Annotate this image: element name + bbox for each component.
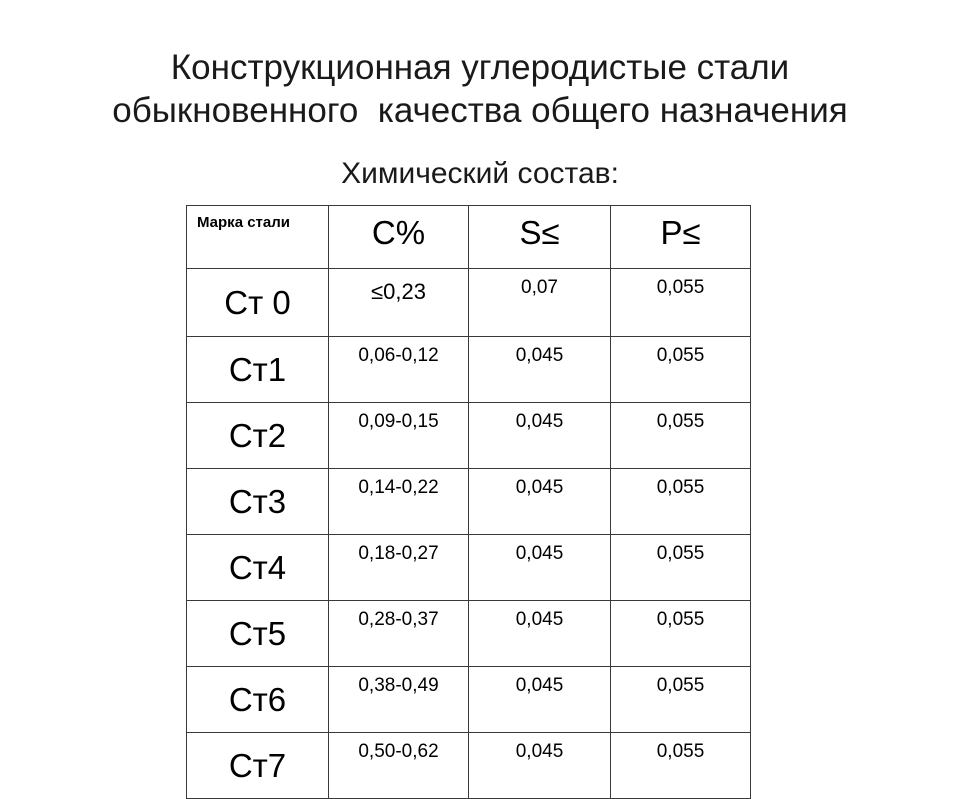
cell-carbon: 0,06-0,12 xyxy=(329,337,469,403)
cell-steel-grade: Ст3 xyxy=(187,469,329,535)
cell-phosphorus: 0,055 xyxy=(611,535,751,601)
cell-phosphorus: 0,055 xyxy=(611,667,751,733)
cell-sulfur: 0,045 xyxy=(469,601,611,667)
table-header-row xyxy=(187,206,751,269)
table-row xyxy=(187,337,751,403)
cell-sulfur: 0,045 xyxy=(469,403,611,469)
table-body xyxy=(187,269,751,799)
table-row xyxy=(187,469,751,535)
cell-steel-grade: Ст 0 xyxy=(187,269,329,337)
cell-steel-grade: Ст5 xyxy=(187,601,329,667)
table-row xyxy=(187,269,751,337)
table-row xyxy=(187,601,751,667)
cell-steel-grade: Ст7 xyxy=(187,733,329,799)
cell-sulfur: 0,045 xyxy=(469,469,611,535)
header-sulfur: S≤ xyxy=(469,206,611,269)
cell-sulfur: 0,045 xyxy=(469,733,611,799)
cell-carbon: 0,38-0,49 xyxy=(329,667,469,733)
cell-steel-grade: Ст1 xyxy=(187,337,329,403)
cell-sulfur: 0,045 xyxy=(469,667,611,733)
composition-table xyxy=(186,205,751,799)
cell-phosphorus: 0,055 xyxy=(611,469,751,535)
cell-sulfur: 0,045 xyxy=(469,337,611,403)
page-title xyxy=(0,46,960,132)
header-carbon: C% xyxy=(329,206,469,269)
cell-carbon: 0,18-0,27 xyxy=(329,535,469,601)
title-line-1: Конструкционная углеродистые стали xyxy=(170,48,790,87)
header-phosphorus: P≤ xyxy=(611,206,751,269)
cell-phosphorus: 0,055 xyxy=(611,269,751,337)
cell-phosphorus: 0,055 xyxy=(611,403,751,469)
cell-carbon: 0,09-0,15 xyxy=(329,403,469,469)
cell-phosphorus: 0,055 xyxy=(611,337,751,403)
cell-sulfur: 0,07 xyxy=(469,269,611,337)
cell-carbon: ≤0,23 xyxy=(329,269,469,337)
cell-steel-grade: Ст6 xyxy=(187,667,329,733)
cell-phosphorus: 0,055 xyxy=(611,733,751,799)
table-row xyxy=(187,667,751,733)
section-subtitle: Химический состав: xyxy=(341,157,619,190)
cell-phosphorus: 0,055 xyxy=(611,601,751,667)
title-line-2: обыкновенного качества общего назначения xyxy=(112,91,848,130)
table-row xyxy=(187,403,751,469)
cell-carbon: 0,14-0,22 xyxy=(329,469,469,535)
cell-steel-grade: Ст2 xyxy=(187,403,329,469)
table-row xyxy=(187,733,751,799)
cell-carbon: 0,28-0,37 xyxy=(329,601,469,667)
cell-sulfur: 0,045 xyxy=(469,535,611,601)
header-steel-grade: Марка стали xyxy=(187,206,329,269)
table-row xyxy=(187,535,751,601)
cell-carbon: 0,50-0,62 xyxy=(329,733,469,799)
cell-steel-grade: Ст4 xyxy=(187,535,329,601)
